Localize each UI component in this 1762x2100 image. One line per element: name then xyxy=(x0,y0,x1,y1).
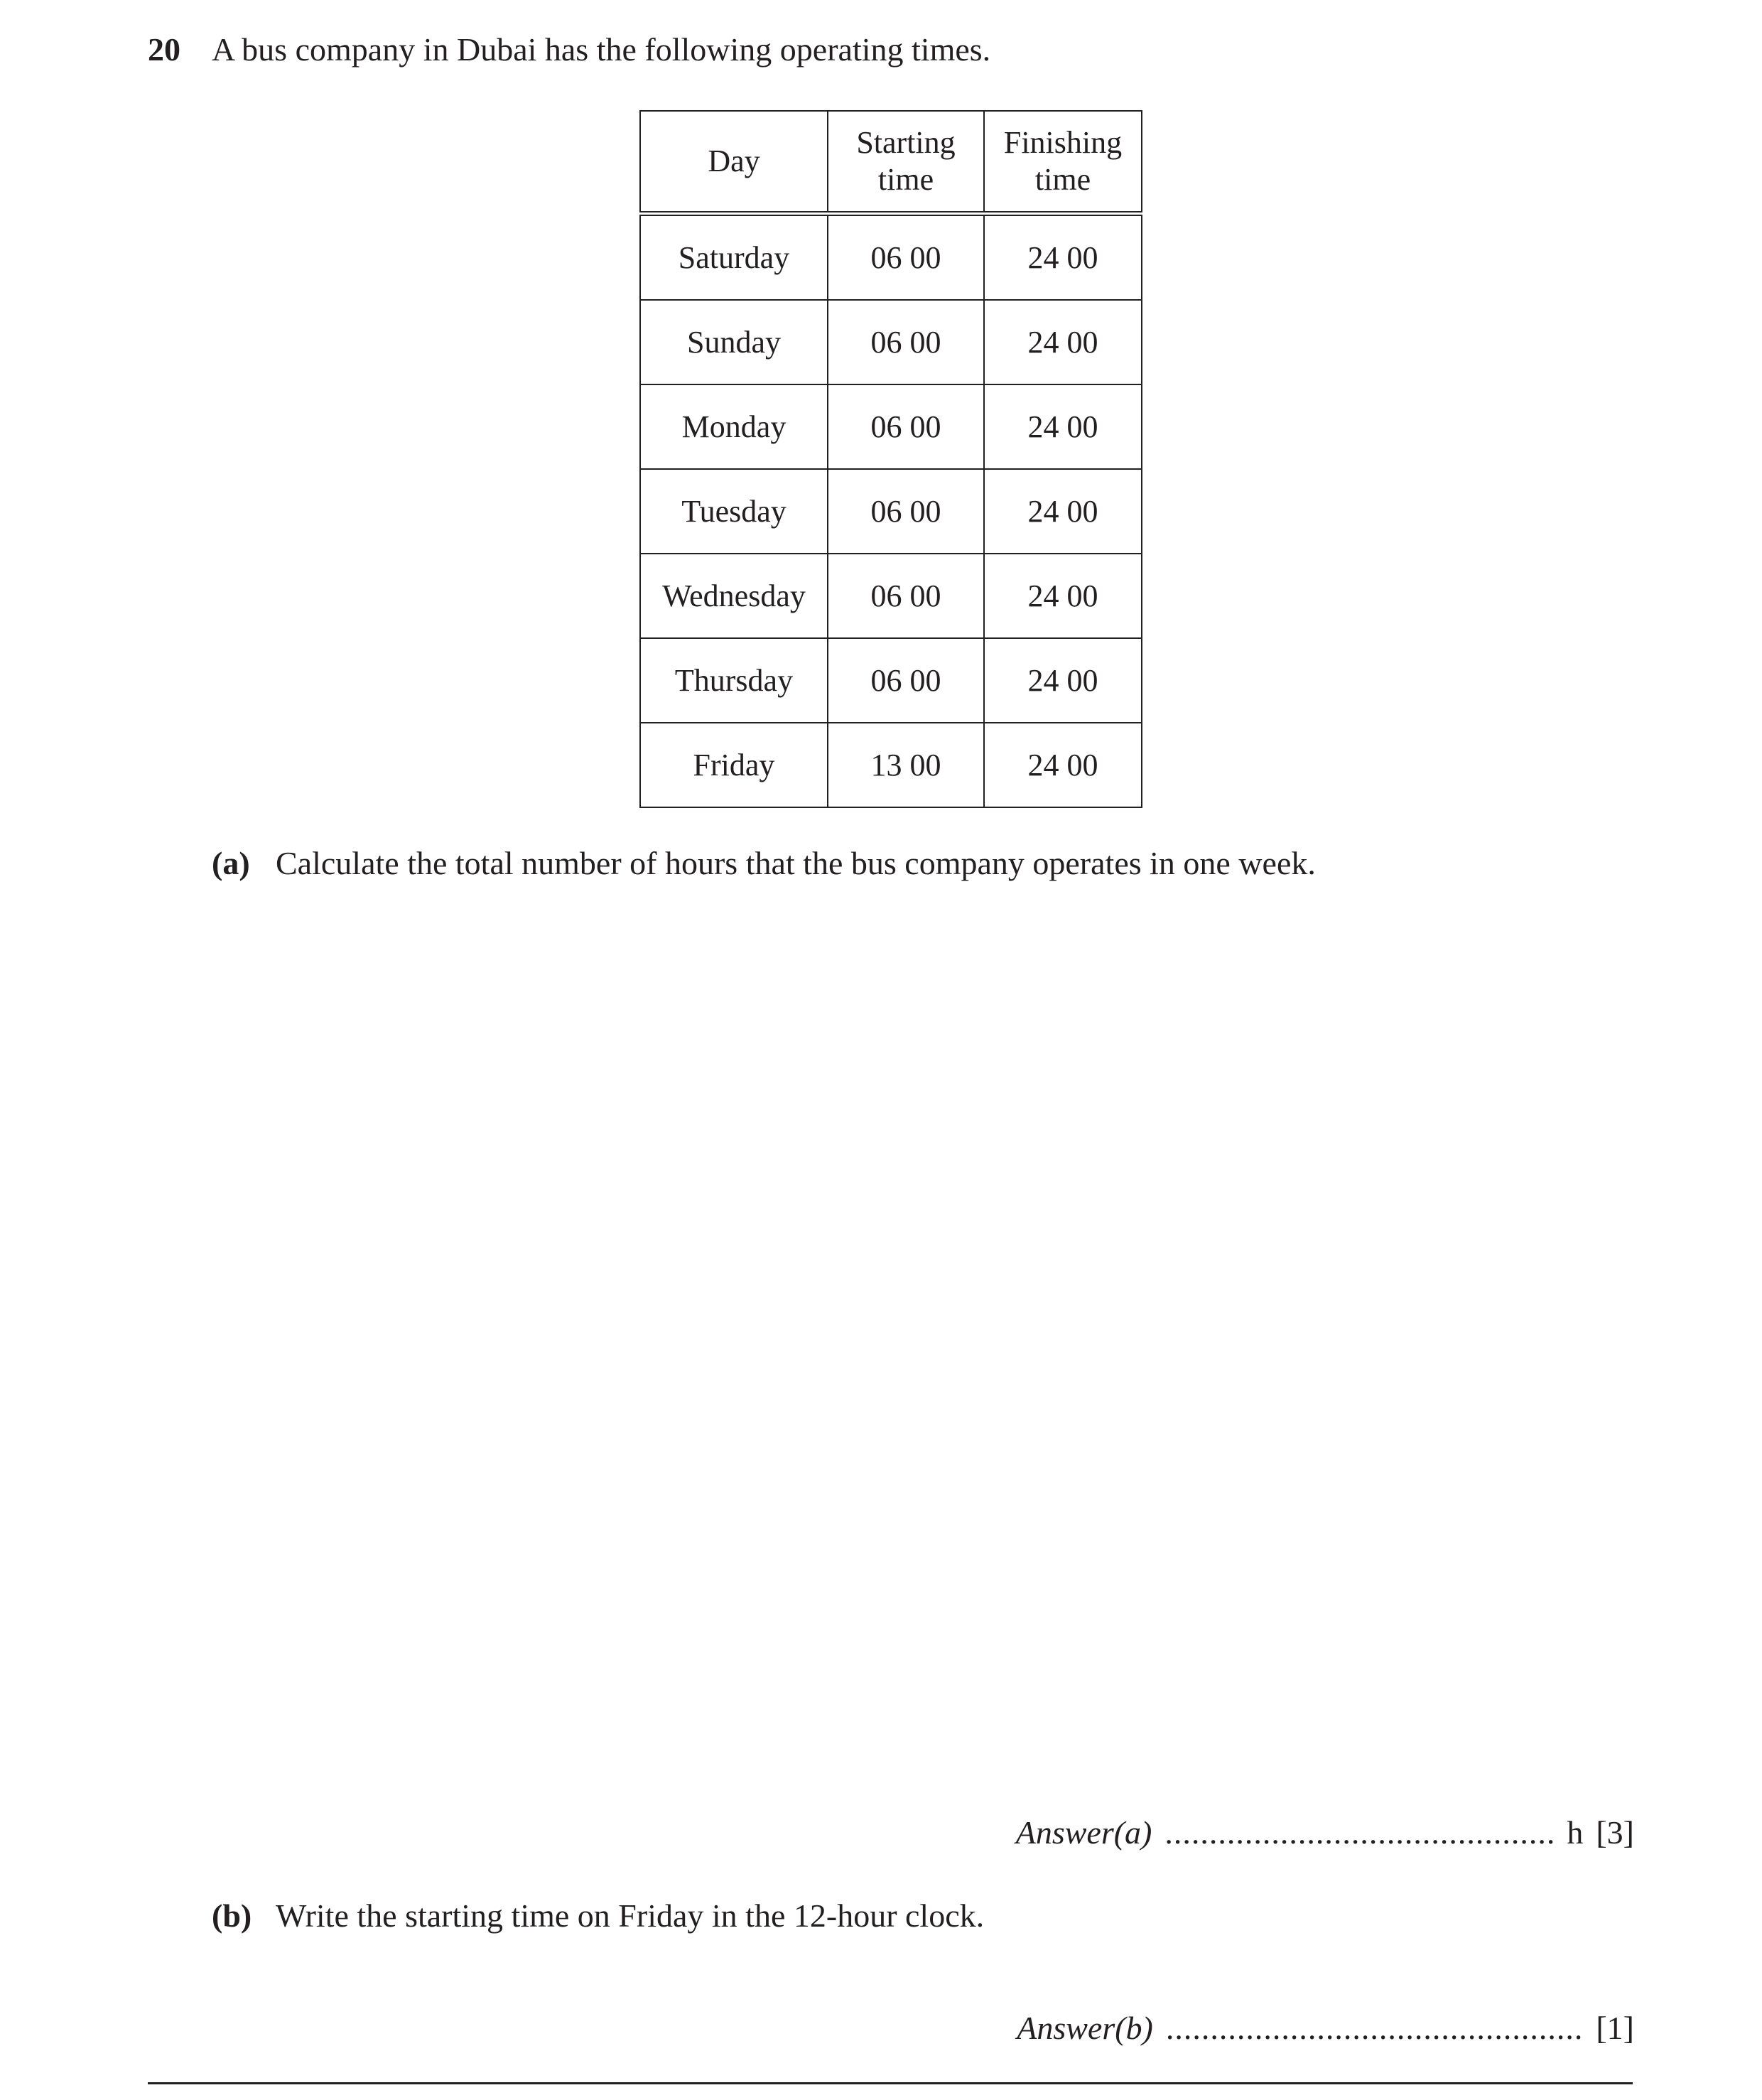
cell-finish: 24 00 xyxy=(984,469,1142,554)
cell-day: Sunday xyxy=(640,300,828,384)
part-a-text: Calculate the total number of hours that the bus company operates in one week. xyxy=(276,845,1316,881)
cell-start: 06 00 xyxy=(828,469,984,554)
part-a-question xyxy=(212,841,1316,886)
table-row xyxy=(640,384,1142,469)
answer-b-dots[interactable]: ............................................... xyxy=(1165,2010,1584,2046)
bottom-rule xyxy=(148,2082,1633,2084)
cell-finish: 24 00 xyxy=(984,214,1142,301)
table-row xyxy=(640,300,1142,384)
header-starting-time: Starting time xyxy=(828,111,984,214)
cell-day: Monday xyxy=(640,384,828,469)
cell-day: Saturday xyxy=(640,214,828,301)
answer-a-label: Answer(a) xyxy=(1015,1814,1152,1851)
part-b-label: (b) xyxy=(212,1897,252,1934)
header-day: Day xyxy=(640,111,828,214)
answer-a-marks: [3] xyxy=(1596,1814,1634,1851)
cell-day: Tuesday xyxy=(640,469,828,554)
cell-finish: 24 00 xyxy=(984,638,1142,723)
part-b-question xyxy=(212,1893,984,1939)
part-a-label: (a) xyxy=(212,845,250,881)
part-b-text: Write the starting time on Friday in the 12-hour clock. xyxy=(276,1897,985,1934)
cell-start: 06 00 xyxy=(828,214,984,301)
cell-finish: 24 00 xyxy=(984,384,1142,469)
answer-a-line[interactable] xyxy=(1016,1810,1634,1856)
cell-finish: 24 00 xyxy=(984,723,1142,807)
cell-start: 13 00 xyxy=(828,723,984,807)
cell-start: 06 00 xyxy=(828,300,984,384)
table-row xyxy=(640,638,1142,723)
answer-b-line[interactable] xyxy=(1017,2005,1634,2051)
answer-b-label: Answer(b) xyxy=(1017,2010,1153,2046)
header-finishing-time: Finishing time xyxy=(984,111,1142,214)
operating-times-table xyxy=(639,110,1142,808)
table-row xyxy=(640,554,1142,638)
answer-a-dots[interactable]: ............................................ xyxy=(1164,1814,1556,1851)
cell-day: Friday xyxy=(640,723,828,807)
table-row xyxy=(640,723,1142,807)
question-number: 20 xyxy=(148,31,180,68)
answer-a-unit: h xyxy=(1567,1814,1584,1851)
table-row xyxy=(640,214,1142,301)
answer-b-marks: [1] xyxy=(1596,2010,1634,2046)
cell-finish: 24 00 xyxy=(984,300,1142,384)
table-row xyxy=(640,469,1142,554)
cell-finish: 24 00 xyxy=(984,554,1142,638)
cell-start: 06 00 xyxy=(828,554,984,638)
cell-start: 06 00 xyxy=(828,638,984,723)
cell-start: 06 00 xyxy=(828,384,984,469)
cell-day: Wednesday xyxy=(640,554,828,638)
question-stem: A bus company in Dubai has the following operating times. xyxy=(212,31,991,68)
table-header-row xyxy=(640,111,1142,214)
cell-day: Thursday xyxy=(640,638,828,723)
